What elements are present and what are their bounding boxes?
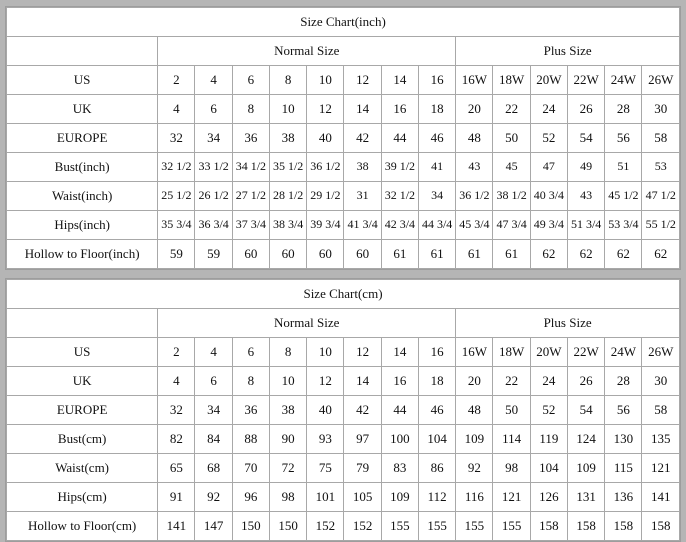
cell: 4 — [195, 66, 232, 95]
cell: 20W — [530, 338, 567, 367]
cell: 12 — [307, 95, 344, 124]
cell: 82 — [158, 425, 195, 454]
cell: 24 — [530, 367, 567, 396]
cell: 101 — [307, 483, 344, 512]
cell: 16 — [381, 95, 418, 124]
cell: 58 — [642, 396, 680, 425]
cell: 18W — [493, 66, 530, 95]
cell: 10 — [307, 338, 344, 367]
cell: 42 — [344, 396, 381, 425]
cell: 62 — [642, 240, 680, 269]
row-label: US — [7, 338, 158, 367]
cell: 14 — [344, 367, 381, 396]
group-header-normal: Normal Size — [158, 37, 456, 66]
cell: 26 — [567, 95, 604, 124]
group-header-row — [7, 309, 680, 338]
cell: 61 — [381, 240, 418, 269]
chart-title: Size Chart(cm) — [7, 280, 680, 309]
cell: 26 — [567, 367, 604, 396]
cell: 6 — [232, 66, 269, 95]
row-label: UK — [7, 367, 158, 396]
cell: 126 — [530, 483, 567, 512]
table-row — [7, 338, 680, 367]
row-label: Bust(inch) — [7, 153, 158, 182]
cell: 48 — [456, 396, 493, 425]
cell: 26W — [642, 66, 680, 95]
cell: 38 — [269, 124, 306, 153]
cell: 54 — [567, 396, 604, 425]
cell: 135 — [642, 425, 680, 454]
row-label: Waist(inch) — [7, 182, 158, 211]
table-row — [7, 66, 680, 95]
cell: 155 — [456, 512, 493, 541]
cell: 155 — [381, 512, 418, 541]
cell: 22W — [567, 66, 604, 95]
cell: 32 — [158, 124, 195, 153]
cell: 91 — [158, 483, 195, 512]
cell: 48 — [456, 124, 493, 153]
cell: 60 — [269, 240, 306, 269]
title-row — [7, 280, 680, 309]
cell: 46 — [418, 396, 455, 425]
table-row — [7, 95, 680, 124]
cell: 34 — [418, 182, 455, 211]
cell: 150 — [269, 512, 306, 541]
cell: 10 — [269, 367, 306, 396]
cell: 141 — [642, 483, 680, 512]
cell: 32 — [158, 396, 195, 425]
cell: 61 — [456, 240, 493, 269]
cell: 29 1/2 — [307, 182, 344, 211]
cell: 8 — [269, 66, 306, 95]
cell: 14 — [344, 95, 381, 124]
cell: 16W — [456, 66, 493, 95]
cell: 109 — [456, 425, 493, 454]
group-header-row — [7, 37, 680, 66]
cell: 38 — [269, 396, 306, 425]
cell: 36 3/4 — [195, 211, 232, 240]
cell: 12 — [344, 66, 381, 95]
cell: 39 3/4 — [307, 211, 344, 240]
cell: 109 — [381, 483, 418, 512]
row-label: Hips(cm) — [7, 483, 158, 512]
table-row — [7, 182, 680, 211]
table-row — [7, 396, 680, 425]
cell: 70 — [232, 454, 269, 483]
cell: 147 — [195, 512, 232, 541]
cell: 93 — [307, 425, 344, 454]
cell: 39 1/2 — [381, 153, 418, 182]
cell: 58 — [642, 124, 680, 153]
cell: 47 1/2 — [642, 182, 680, 211]
cell: 8 — [269, 338, 306, 367]
group-header-plus: Plus Size — [456, 37, 680, 66]
cell: 51 — [605, 153, 642, 182]
cell: 26 1/2 — [195, 182, 232, 211]
cell: 155 — [418, 512, 455, 541]
cell: 14 — [381, 338, 418, 367]
cell: 88 — [232, 425, 269, 454]
cell: 33 1/2 — [195, 153, 232, 182]
cell: 44 — [381, 396, 418, 425]
cell: 52 — [530, 124, 567, 153]
cell: 38 1/2 — [493, 182, 530, 211]
cell: 32 1/2 — [158, 153, 195, 182]
cell: 61 — [418, 240, 455, 269]
cell: 20 — [456, 367, 493, 396]
cell: 30 — [642, 367, 680, 396]
cell: 18 — [418, 367, 455, 396]
cell: 28 1/2 — [269, 182, 306, 211]
cell: 50 — [493, 396, 530, 425]
cell: 47 3/4 — [493, 211, 530, 240]
cell: 152 — [307, 512, 344, 541]
cell: 6 — [195, 95, 232, 124]
cell: 79 — [344, 454, 381, 483]
cell: 20 — [456, 95, 493, 124]
cell: 98 — [269, 483, 306, 512]
cell: 75 — [307, 454, 344, 483]
row-label: US — [7, 66, 158, 95]
cell: 50 — [493, 124, 530, 153]
cell: 22W — [567, 338, 604, 367]
cell: 38 3/4 — [269, 211, 306, 240]
cell: 158 — [605, 512, 642, 541]
cell: 83 — [381, 454, 418, 483]
cell: 100 — [381, 425, 418, 454]
cell: 60 — [232, 240, 269, 269]
size-chart-table-inch — [6, 7, 680, 269]
table-row — [7, 367, 680, 396]
cell: 96 — [232, 483, 269, 512]
size-chart-table-cm — [6, 279, 680, 541]
row-label: Hollow to Floor(inch) — [7, 240, 158, 269]
cell: 72 — [269, 454, 306, 483]
cell: 55 1/2 — [642, 211, 680, 240]
cell: 44 3/4 — [418, 211, 455, 240]
cell: 90 — [269, 425, 306, 454]
cell: 97 — [344, 425, 381, 454]
cell: 44 — [381, 124, 418, 153]
cell: 131 — [567, 483, 604, 512]
cell: 152 — [344, 512, 381, 541]
row-label: Bust(cm) — [7, 425, 158, 454]
cell: 16W — [456, 338, 493, 367]
chart-title: Size Chart(inch) — [7, 8, 680, 37]
cell: 45 — [493, 153, 530, 182]
cell: 35 3/4 — [158, 211, 195, 240]
cell: 16 — [381, 367, 418, 396]
cell: 42 — [344, 124, 381, 153]
cell: 10 — [269, 95, 306, 124]
table-row — [7, 211, 680, 240]
cell: 22 — [493, 95, 530, 124]
cell: 121 — [642, 454, 680, 483]
cell: 141 — [158, 512, 195, 541]
cell: 28 — [605, 95, 642, 124]
cell: 109 — [567, 454, 604, 483]
cell: 65 — [158, 454, 195, 483]
cell: 56 — [605, 124, 642, 153]
cell: 53 — [642, 153, 680, 182]
cell: 62 — [567, 240, 604, 269]
cell: 4 — [195, 338, 232, 367]
cell: 49 — [567, 153, 604, 182]
cell: 36 — [232, 396, 269, 425]
cell: 158 — [642, 512, 680, 541]
cell: 155 — [493, 512, 530, 541]
corner-cell — [7, 309, 158, 338]
cell: 12 — [307, 367, 344, 396]
cell: 25 1/2 — [158, 182, 195, 211]
cell: 43 — [456, 153, 493, 182]
cell: 51 3/4 — [567, 211, 604, 240]
cell: 6 — [232, 338, 269, 367]
cell: 31 — [344, 182, 381, 211]
cell: 104 — [530, 454, 567, 483]
cell: 84 — [195, 425, 232, 454]
cell: 98 — [493, 454, 530, 483]
cell: 114 — [493, 425, 530, 454]
cell: 59 — [195, 240, 232, 269]
cell: 12 — [344, 338, 381, 367]
cell: 86 — [418, 454, 455, 483]
cell: 38 — [344, 153, 381, 182]
cell: 36 — [232, 124, 269, 153]
cell: 158 — [530, 512, 567, 541]
cell: 30 — [642, 95, 680, 124]
cell: 112 — [418, 483, 455, 512]
cell: 8 — [232, 367, 269, 396]
cell: 36 1/2 — [456, 182, 493, 211]
cell: 37 3/4 — [232, 211, 269, 240]
cell: 32 1/2 — [381, 182, 418, 211]
cell: 60 — [344, 240, 381, 269]
cell: 22 — [493, 367, 530, 396]
cell: 34 — [195, 124, 232, 153]
cell: 92 — [195, 483, 232, 512]
cell: 130 — [605, 425, 642, 454]
cell: 6 — [195, 367, 232, 396]
cell: 40 3/4 — [530, 182, 567, 211]
table-row — [7, 483, 680, 512]
row-label: EUROPE — [7, 396, 158, 425]
size-chart-inch — [5, 6, 681, 270]
cell: 53 3/4 — [605, 211, 642, 240]
cell: 35 1/2 — [269, 153, 306, 182]
cell: 41 3/4 — [344, 211, 381, 240]
cell: 40 — [307, 396, 344, 425]
table-row — [7, 124, 680, 153]
cell: 119 — [530, 425, 567, 454]
cell: 42 3/4 — [381, 211, 418, 240]
cell: 34 1/2 — [232, 153, 269, 182]
cell: 45 3/4 — [456, 211, 493, 240]
cell: 47 — [530, 153, 567, 182]
cell: 14 — [381, 66, 418, 95]
cell: 34 — [195, 396, 232, 425]
cell: 54 — [567, 124, 604, 153]
cell: 150 — [232, 512, 269, 541]
cell: 43 — [567, 182, 604, 211]
cell: 24W — [605, 338, 642, 367]
group-header-plus: Plus Size — [456, 309, 680, 338]
cell: 2 — [158, 338, 195, 367]
cell: 60 — [307, 240, 344, 269]
cell: 24W — [605, 66, 642, 95]
table-body — [7, 280, 680, 541]
cell: 24 — [530, 95, 567, 124]
cell: 4 — [158, 95, 195, 124]
row-label: EUROPE — [7, 124, 158, 153]
cell: 46 — [418, 124, 455, 153]
cell: 45 1/2 — [605, 182, 642, 211]
table-row — [7, 454, 680, 483]
row-label: Hollow to Floor(cm) — [7, 512, 158, 541]
table-row — [7, 153, 680, 182]
cell: 16 — [418, 66, 455, 95]
cell: 56 — [605, 396, 642, 425]
size-chart-cm — [5, 278, 681, 542]
cell: 26W — [642, 338, 680, 367]
cell: 52 — [530, 396, 567, 425]
table-row — [7, 240, 680, 269]
table-body — [7, 8, 680, 269]
cell: 49 3/4 — [530, 211, 567, 240]
cell: 10 — [307, 66, 344, 95]
cell: 40 — [307, 124, 344, 153]
row-label: Hips(inch) — [7, 211, 158, 240]
cell: 27 1/2 — [232, 182, 269, 211]
cell: 20W — [530, 66, 567, 95]
corner-cell — [7, 37, 158, 66]
cell: 61 — [493, 240, 530, 269]
cell: 59 — [158, 240, 195, 269]
cell: 36 1/2 — [307, 153, 344, 182]
cell: 136 — [605, 483, 642, 512]
cell: 18W — [493, 338, 530, 367]
cell: 68 — [195, 454, 232, 483]
table-row — [7, 425, 680, 454]
cell: 8 — [232, 95, 269, 124]
cell: 62 — [605, 240, 642, 269]
group-header-normal: Normal Size — [158, 309, 456, 338]
cell: 158 — [567, 512, 604, 541]
cell: 28 — [605, 367, 642, 396]
cell: 116 — [456, 483, 493, 512]
cell: 121 — [493, 483, 530, 512]
cell: 105 — [344, 483, 381, 512]
cell: 4 — [158, 367, 195, 396]
cell: 2 — [158, 66, 195, 95]
cell: 16 — [418, 338, 455, 367]
cell: 41 — [418, 153, 455, 182]
cell: 124 — [567, 425, 604, 454]
cell: 115 — [605, 454, 642, 483]
table-row — [7, 512, 680, 541]
cell: 62 — [530, 240, 567, 269]
cell: 18 — [418, 95, 455, 124]
title-row — [7, 8, 680, 37]
row-label: Waist(cm) — [7, 454, 158, 483]
row-label: UK — [7, 95, 158, 124]
cell: 104 — [418, 425, 455, 454]
cell: 92 — [456, 454, 493, 483]
